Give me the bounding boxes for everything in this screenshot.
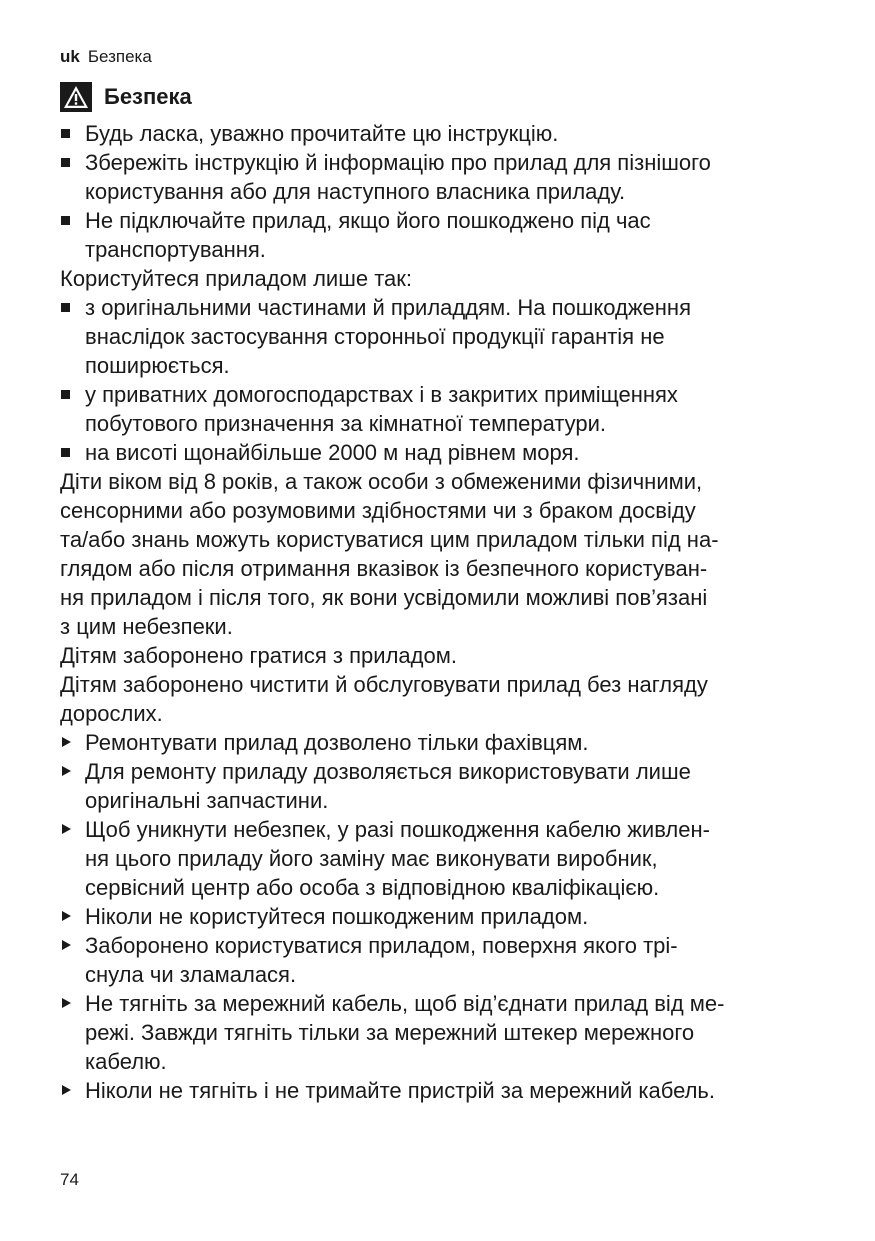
text-line: глядом або після отримання вказівок із безпечного користуван-	[60, 556, 708, 581]
warning-triangle-icon	[60, 82, 92, 112]
text-line: Дітям заборонено чистити й обслуговувати прилад без нагляду	[60, 672, 708, 697]
text-line: Заборонено користуватися приладом, поверхня якого трі-	[85, 933, 678, 958]
text-line: побутового призначення за кімнатної температури.	[85, 411, 607, 436]
triangle-arrow-icon	[60, 1076, 82, 1105]
triangle-arrow-icon	[60, 902, 82, 931]
text-line: ня цього приладу його заміну має виконувати виробник,	[85, 846, 658, 871]
text-line: снула чи зламалася.	[85, 962, 297, 987]
text-line: та/або знань можуть користуватися цим приладом тільки під на-	[60, 527, 719, 552]
triangle-arrow-icon	[60, 728, 82, 757]
text-line: Збережіть інструкцію й інформацію про прилад для пізнішого	[85, 150, 711, 175]
paragraph	[60, 641, 820, 670]
triangle-arrow-icon	[60, 931, 82, 960]
text-line: Ремонтувати прилад дозволено тільки фахівцям.	[85, 730, 589, 755]
text-line: оригінальні запчастини.	[85, 788, 329, 813]
instruction-item	[60, 815, 820, 902]
bullet-item	[60, 293, 820, 380]
bullet-item	[60, 148, 820, 206]
instruction-item	[60, 931, 820, 989]
instruction-item	[60, 757, 820, 815]
text-line: режі. Завжди тягніть тільки за мережний штекер мережного	[85, 1020, 695, 1045]
triangle-arrow-icon	[60, 757, 82, 786]
language-code: uk	[60, 47, 80, 66]
header-section-name: Безпека	[87, 47, 152, 66]
text-line: внаслідок застосування сторонньої продукції гарантія не	[85, 324, 665, 349]
bullet-item	[60, 119, 820, 148]
text-line: Ніколи не тягніть і не тримайте пристрій за мережний кабель.	[85, 1078, 715, 1103]
bullet-item	[60, 380, 820, 438]
bullet-item	[60, 438, 820, 467]
paragraph	[60, 467, 820, 641]
square-bullet-icon	[60, 148, 82, 177]
text-line: сервісний центр або особа з відповідною кваліфікацією.	[85, 875, 660, 900]
text-line: Не тягніть за мережний кабель, щоб від’єднати прилад від ме-	[85, 991, 725, 1016]
instruction-item	[60, 1076, 820, 1105]
paragraph	[60, 264, 820, 293]
instruction-item	[60, 728, 820, 757]
text-line: сенсорними або розумовими здібностями чи з браком досвіду	[60, 498, 696, 523]
text-line: Щоб уникнути небезпек, у разі пошкодження кабелю живлен-	[85, 817, 710, 842]
square-bullet-icon	[60, 119, 82, 148]
text-line: Дітям заборонено гратися з приладом.	[60, 643, 457, 668]
bullet-item	[60, 206, 820, 264]
text-line: Діти віком від 8 років, а також особи з обмеженими фізичними,	[60, 469, 703, 494]
text-line: Для ремонту приладу дозволяється використовувати лише	[85, 759, 691, 784]
text-line: ня приладом і після того, як вони усвідомили можливі пов’язані	[60, 585, 708, 610]
text-line: транспортування.	[85, 237, 266, 262]
page-number: 74	[60, 1170, 79, 1189]
section-title	[60, 82, 192, 112]
safety-content	[60, 119, 820, 1105]
text-line: дорослих.	[60, 701, 163, 726]
square-bullet-icon	[60, 293, 82, 322]
text-line: з цим небезпеки.	[60, 614, 233, 639]
text-line: Ніколи не користуйтеся пошкодженим приладом.	[85, 904, 589, 929]
square-bullet-icon	[60, 438, 82, 467]
text-line: поширюється.	[85, 353, 230, 378]
text-line: на висоті щонайбільше 2000 м над рівнем моря.	[85, 440, 580, 465]
page-header	[60, 47, 152, 67]
triangle-arrow-icon	[60, 815, 82, 844]
square-bullet-icon	[60, 380, 82, 409]
text-line: з оригінальними частинами й приладдям. На пошкодження	[85, 295, 691, 320]
instruction-item	[60, 989, 820, 1076]
section-heading: Безпека	[104, 84, 192, 109]
square-bullet-icon	[60, 206, 82, 235]
text-line: кабелю.	[85, 1049, 167, 1074]
text-line: у приватних домогосподарствах і в закритих приміщеннях	[85, 382, 678, 407]
triangle-arrow-icon	[60, 989, 82, 1018]
text-line: Користуйтеся приладом лише так:	[60, 266, 413, 291]
paragraph	[60, 670, 820, 728]
instruction-item	[60, 902, 820, 931]
text-line: Будь ласка, уважно прочитайте цю інструкцію.	[85, 121, 559, 146]
text-line: Не підключайте прилад, якщо його пошкоджено під час	[85, 208, 651, 233]
text-line: користування або для наступного власника приладу.	[85, 179, 626, 204]
